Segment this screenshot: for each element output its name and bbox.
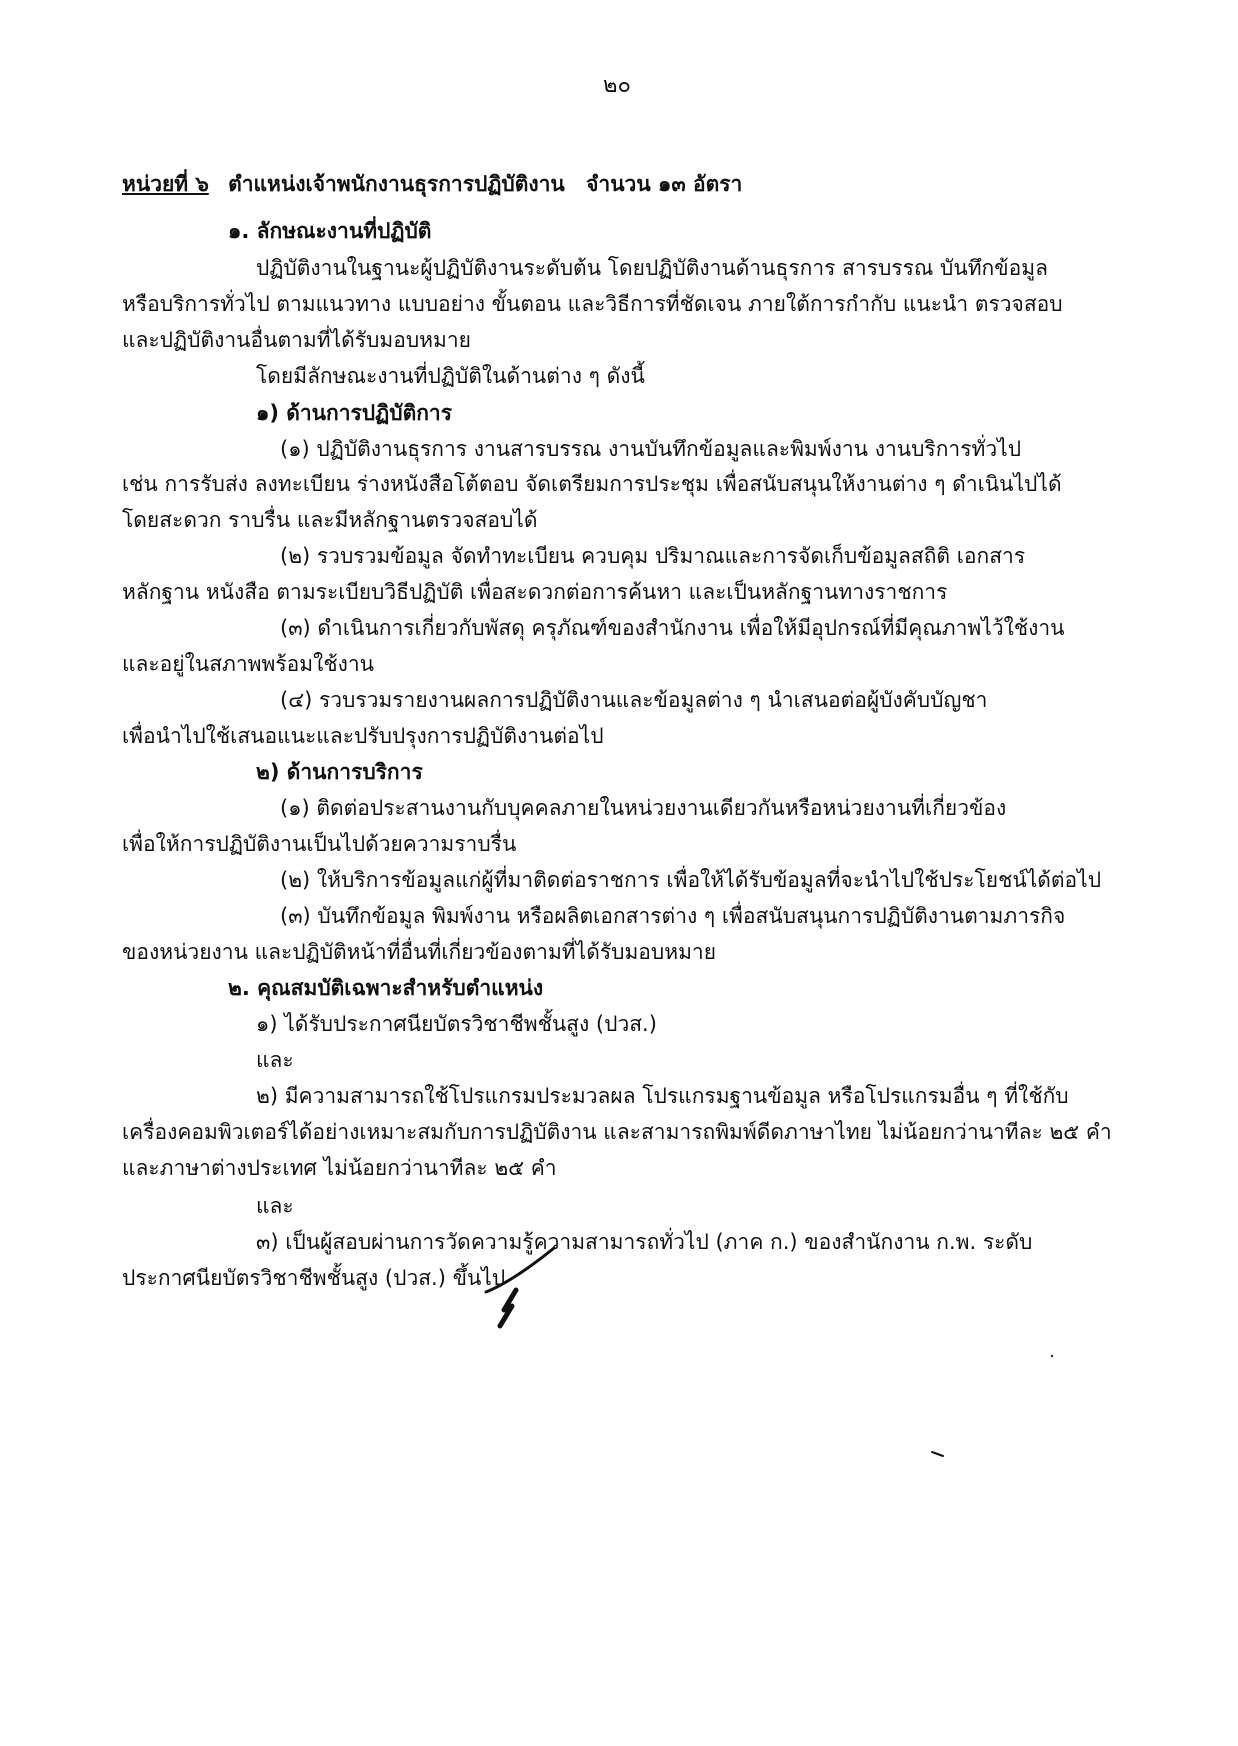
qualification-2-line: ๒) มีความสามารถใช้โปรแกรมประมวลผล โปรแกรมฐานข้อมูล หรือโปรแกรมอื่น ๆ ที่ใช้กับ — [256, 1084, 1069, 1108]
qualification-2-line: และภาษาต่างประเทศ ไม่น้อยกว่านาทีละ ๒๕ คำ — [122, 1156, 557, 1180]
section1-intro-line: ปฏิบัติงานในฐานะผู้ปฏิบัติงานระดับต้น โดยปฏิบัติงานด้านธุรการ สารบรรณ บันทึกข้อมูล — [256, 256, 1048, 280]
sub1-item4-line: เพื่อนำไปใช้เสนอแนะและปรับปรุงการปฏิบัติงานต่อไป — [122, 724, 604, 748]
stray-dot-mark — [1048, 1352, 1056, 1360]
sub1-item3-line: (๓) ดำเนินการเกี่ยวกับพัสดุ ครุภัณฑ์ของสำนักงาน เพื่อให้มีอุปกรณ์ที่มีคุณภาพไว้ใช้งาน — [280, 616, 1065, 640]
sub1-title: ๑) ด้านการปฏิบัติการ — [256, 401, 452, 425]
section1-intro-line: และปฏิบัติงานอื่นตามที่ได้รับมอบหมาย — [122, 328, 471, 352]
initial-signature-mark — [476, 1240, 566, 1330]
section1-lead: โดยมีลักษณะงานที่ปฏิบัติในด้านต่าง ๆ ดังนี้ — [256, 364, 645, 388]
position-count: จำนวน ๑๓ อัตรา — [586, 172, 743, 196]
qualification-3-line: ประกาศนียบัตรวิชาชีพชั้นสูง (ปวส.) ขึ้นไป — [122, 1266, 506, 1290]
sub1-item2-line: (๒) รวบรวมข้อมูล จัดทำทะเบียน ควบคุม ปริมาณและการจัดเก็บข้อมูลสถิติ เอกสาร — [280, 544, 1026, 568]
section1-intro-line: หรือบริการทั่วไป ตามแนวทาง แบบอย่าง ขั้นตอน และวิธีการที่ชัดเจน ภายใต้การกำกับ แนะนำ ตรวจสอบ — [122, 292, 1063, 316]
sub1-item3-line: และอยู่ในสภาพพร้อมใช้งาน — [122, 652, 374, 676]
qualification-2-line: เครื่องคอมพิวเตอร์ได้อย่างเหมาะสมกับการปฏิบัติงาน และสามารถพิมพ์ดีดภาษาไทย ไม่น้อยกว่านาทีละ ๒๕ คำ — [122, 1120, 1112, 1144]
sub2-item3-line: ของหน่วยงาน และปฏิบัติหน้าที่อื่นที่เกี่ยวข้องตามที่ได้รับมอบหมาย — [122, 940, 717, 964]
page-number: ๒๐ — [603, 73, 631, 98]
section1-title: ๑. ลักษณะงานที่ปฏิบัติ — [228, 219, 432, 243]
unit-label: หน่วยที่ ๖ — [122, 172, 209, 196]
sub1-item1-line: เช่น การรับส่ง ลงทะเบียน ร่างหนังสือโต้ตอบ จัดเตรียมการประชุม เพื่อสนับสนุนให้งานต่าง ๆ ดำเนินไปได้ — [122, 472, 1062, 496]
sub2-title: ๒) ด้านการบริการ — [256, 760, 423, 784]
and-connector: และ — [256, 1048, 294, 1072]
position-title: ตำแหน่งเจ้าพนักงานธุรการปฏิบัติงาน — [228, 172, 565, 196]
qualification-1: ๑) ได้รับประกาศนียบัตรวิชาชีพชั้นสูง (ปวส.) — [256, 1012, 657, 1036]
sub2-item1-line: เพื่อให้การปฏิบัติงานเป็นไปด้วยความราบรื่น — [122, 832, 517, 856]
sub2-item3-line: (๓) บันทึกข้อมูล พิมพ์งาน หรือผลิตเอกสารต่าง ๆ เพื่อสนับสนุนการปฏิบัติงานตามภารกิจ — [280, 904, 1066, 928]
qualification-3-line: ๓) เป็นผู้สอบผ่านการวัดความรู้ความสามารถทั่วไป (ภาค ก.) ของสำนักงาน ก.พ. ระดับ — [256, 1230, 1033, 1254]
sub2-item1-line: (๑) ติดต่อประสานงานกับบุคคลภายในหน่วยงานเดียวกันหรือหน่วยงานที่เกี่ยวข้อง — [280, 796, 1007, 820]
section2-title: ๒. คุณสมบัติเฉพาะสำหรับตำแหน่ง — [228, 976, 544, 1000]
sub1-item1-line: โดยสะดวก ราบรื่น และมีหลักฐานตรวจสอบได้ — [122, 508, 538, 532]
unit-heading — [122, 170, 742, 198]
sub1-item4-line: (๔) รวบรวมรายงานผลการปฏิบัติงานและข้อมูลต่าง ๆ นำเสนอต่อผู้บังคับบัญชา — [280, 688, 988, 712]
stray-dash-mark — [930, 1450, 946, 1458]
sub1-item2-line: หลักฐาน หนังสือ ตามระเบียบวิธีปฏิบัติ เพื่อสะดวกต่อการค้นหา และเป็นหลักฐานทางราชการ — [122, 580, 948, 604]
and-connector: และ — [256, 1194, 294, 1218]
sub2-item2-line: (๒) ให้บริการข้อมูลแก่ผู้ที่มาติดต่อราชการ เพื่อให้ได้รับข้อมูลที่จะนำไปใช้ประโยชน์ได้ต่อไป — [280, 868, 1102, 892]
sub1-item1-line: (๑) ปฏิบัติงานธุรการ งานสารบรรณ งานบันทึกข้อมูลและพิมพ์งาน งานบริการทั่วไป — [280, 437, 1022, 461]
